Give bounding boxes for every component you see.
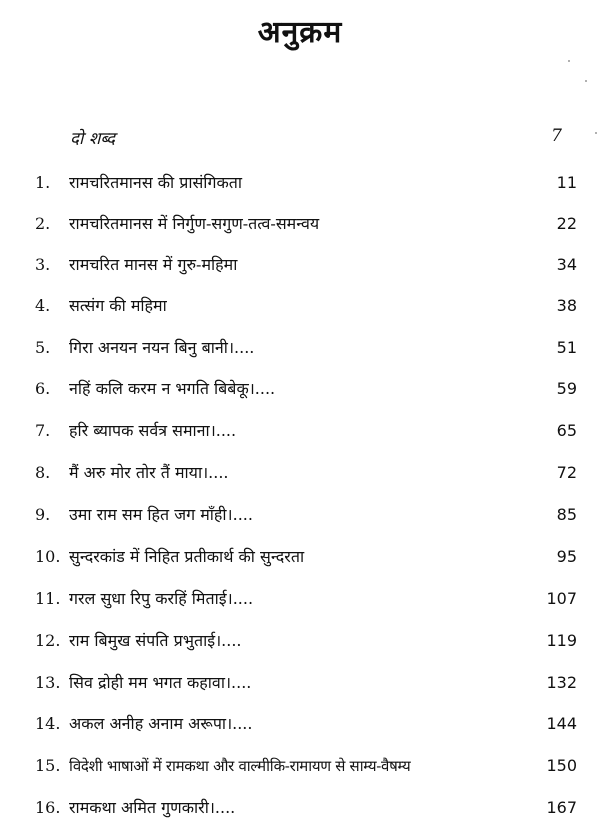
entry-page-number: 144 [546, 714, 577, 733]
entry-title: अकल अनीह अनाम अरूपा।.... [69, 714, 253, 733]
entry-number: 3. [35, 255, 51, 274]
entry-title: रामचरित मानस में गुरु-महिमा [69, 255, 238, 274]
entry-title: रामचरितमानस की प्रासंगिकता [69, 173, 243, 192]
toc-entry-5[interactable] [35, 335, 577, 361]
toc-entry-10[interactable] [35, 544, 577, 570]
entry-page-number: 119 [546, 631, 577, 650]
toc-entry-2[interactable] [35, 211, 577, 237]
scan-speck [595, 132, 597, 134]
toc-entry-12[interactable] [35, 628, 577, 654]
toc-entry-1[interactable] [35, 170, 577, 196]
entry-number: 12. [35, 631, 61, 650]
preface-page-number: 7 [551, 126, 562, 146]
entry-number: 7. [35, 421, 51, 440]
entry-page-number: 59 [556, 379, 577, 398]
entry-page-number: 65 [556, 421, 577, 440]
entry-number: 16. [35, 798, 61, 817]
entry-title: नहिं कलि करम न भगति बिबेकू।.... [69, 379, 276, 398]
entry-title: रामचरितमानस में निर्गुण-सगुण-तत्व-समन्वय [69, 214, 320, 233]
entry-page-number: 85 [556, 505, 577, 524]
entry-page-number: 167 [546, 798, 577, 817]
page-title: अनुक्रम [257, 15, 343, 50]
toc-entry-15[interactable] [35, 753, 577, 779]
entry-title: रामकथा अमित गुणकारी।.... [69, 798, 236, 817]
entry-page-number: 11 [556, 173, 577, 192]
toc-entry-9[interactable] [35, 502, 577, 528]
toc-entry-13[interactable] [35, 670, 577, 696]
entry-title: विदेशी भाषाओं में रामकथा और वाल्मीकि-रामायण से साम्य-वैषम्य [69, 757, 411, 775]
entry-title: सत्संग की महिमा [69, 296, 167, 315]
entry-number: 13. [35, 673, 61, 692]
entry-title: गरल सुधा रिपु करहिं मिताई।.... [69, 589, 254, 608]
toc-entry-14[interactable] [35, 711, 577, 737]
toc-entry-16[interactable] [35, 795, 577, 821]
entry-number: 15. [35, 756, 61, 775]
entry-number: 1. [35, 173, 51, 192]
entry-page-number: 34 [556, 255, 577, 274]
entry-number: 10. [35, 547, 61, 566]
entry-title: हरि ब्यापक सर्वत्र समाना।.... [69, 421, 237, 440]
entry-title: राम बिमुख संपति प्रभुताई।.... [69, 631, 242, 650]
entry-number: 4. [35, 296, 51, 315]
entry-page-number: 95 [556, 547, 577, 566]
entry-title: गिरा अनयन नयन बिनु बानी।.... [69, 338, 255, 357]
toc-entry-7[interactable] [35, 418, 577, 444]
toc-entry-8[interactable] [35, 460, 577, 486]
entry-page-number: 107 [546, 589, 577, 608]
entry-number: 6. [35, 379, 51, 398]
entry-page-number: 38 [556, 296, 577, 315]
entry-page-number: 22 [556, 214, 577, 233]
entry-page-number: 72 [556, 463, 577, 482]
entry-page-number: 150 [546, 756, 577, 775]
entry-page-number: 132 [546, 673, 577, 692]
entry-number: 14. [35, 714, 61, 733]
toc-entry-4[interactable] [35, 293, 577, 319]
toc-entry-6[interactable] [35, 376, 577, 402]
entry-title: सुन्दरकांड में निहित प्रतीकार्थ की सुन्दरता [69, 547, 305, 566]
scan-speck [585, 80, 587, 82]
entry-number: 2. [35, 214, 51, 233]
entry-page-number: 51 [556, 338, 577, 357]
entry-title: मैं अरु मोर तोर तैं माया।.... [69, 463, 229, 482]
preface-entry[interactable] [70, 126, 562, 152]
toc-entry-3[interactable] [35, 252, 577, 278]
scan-speck [568, 60, 570, 62]
preface-label: दो शब्द [70, 129, 116, 149]
entry-title: सिव द्रोही मम भगत कहावा।.... [69, 673, 252, 692]
entry-number: 8. [35, 463, 51, 482]
entry-number: 5. [35, 338, 51, 357]
entry-number: 9. [35, 505, 51, 524]
toc-entry-11[interactable] [35, 586, 577, 612]
entry-title: उमा राम सम हित जग माँही।.... [69, 505, 253, 524]
entry-number: 11. [35, 589, 61, 608]
